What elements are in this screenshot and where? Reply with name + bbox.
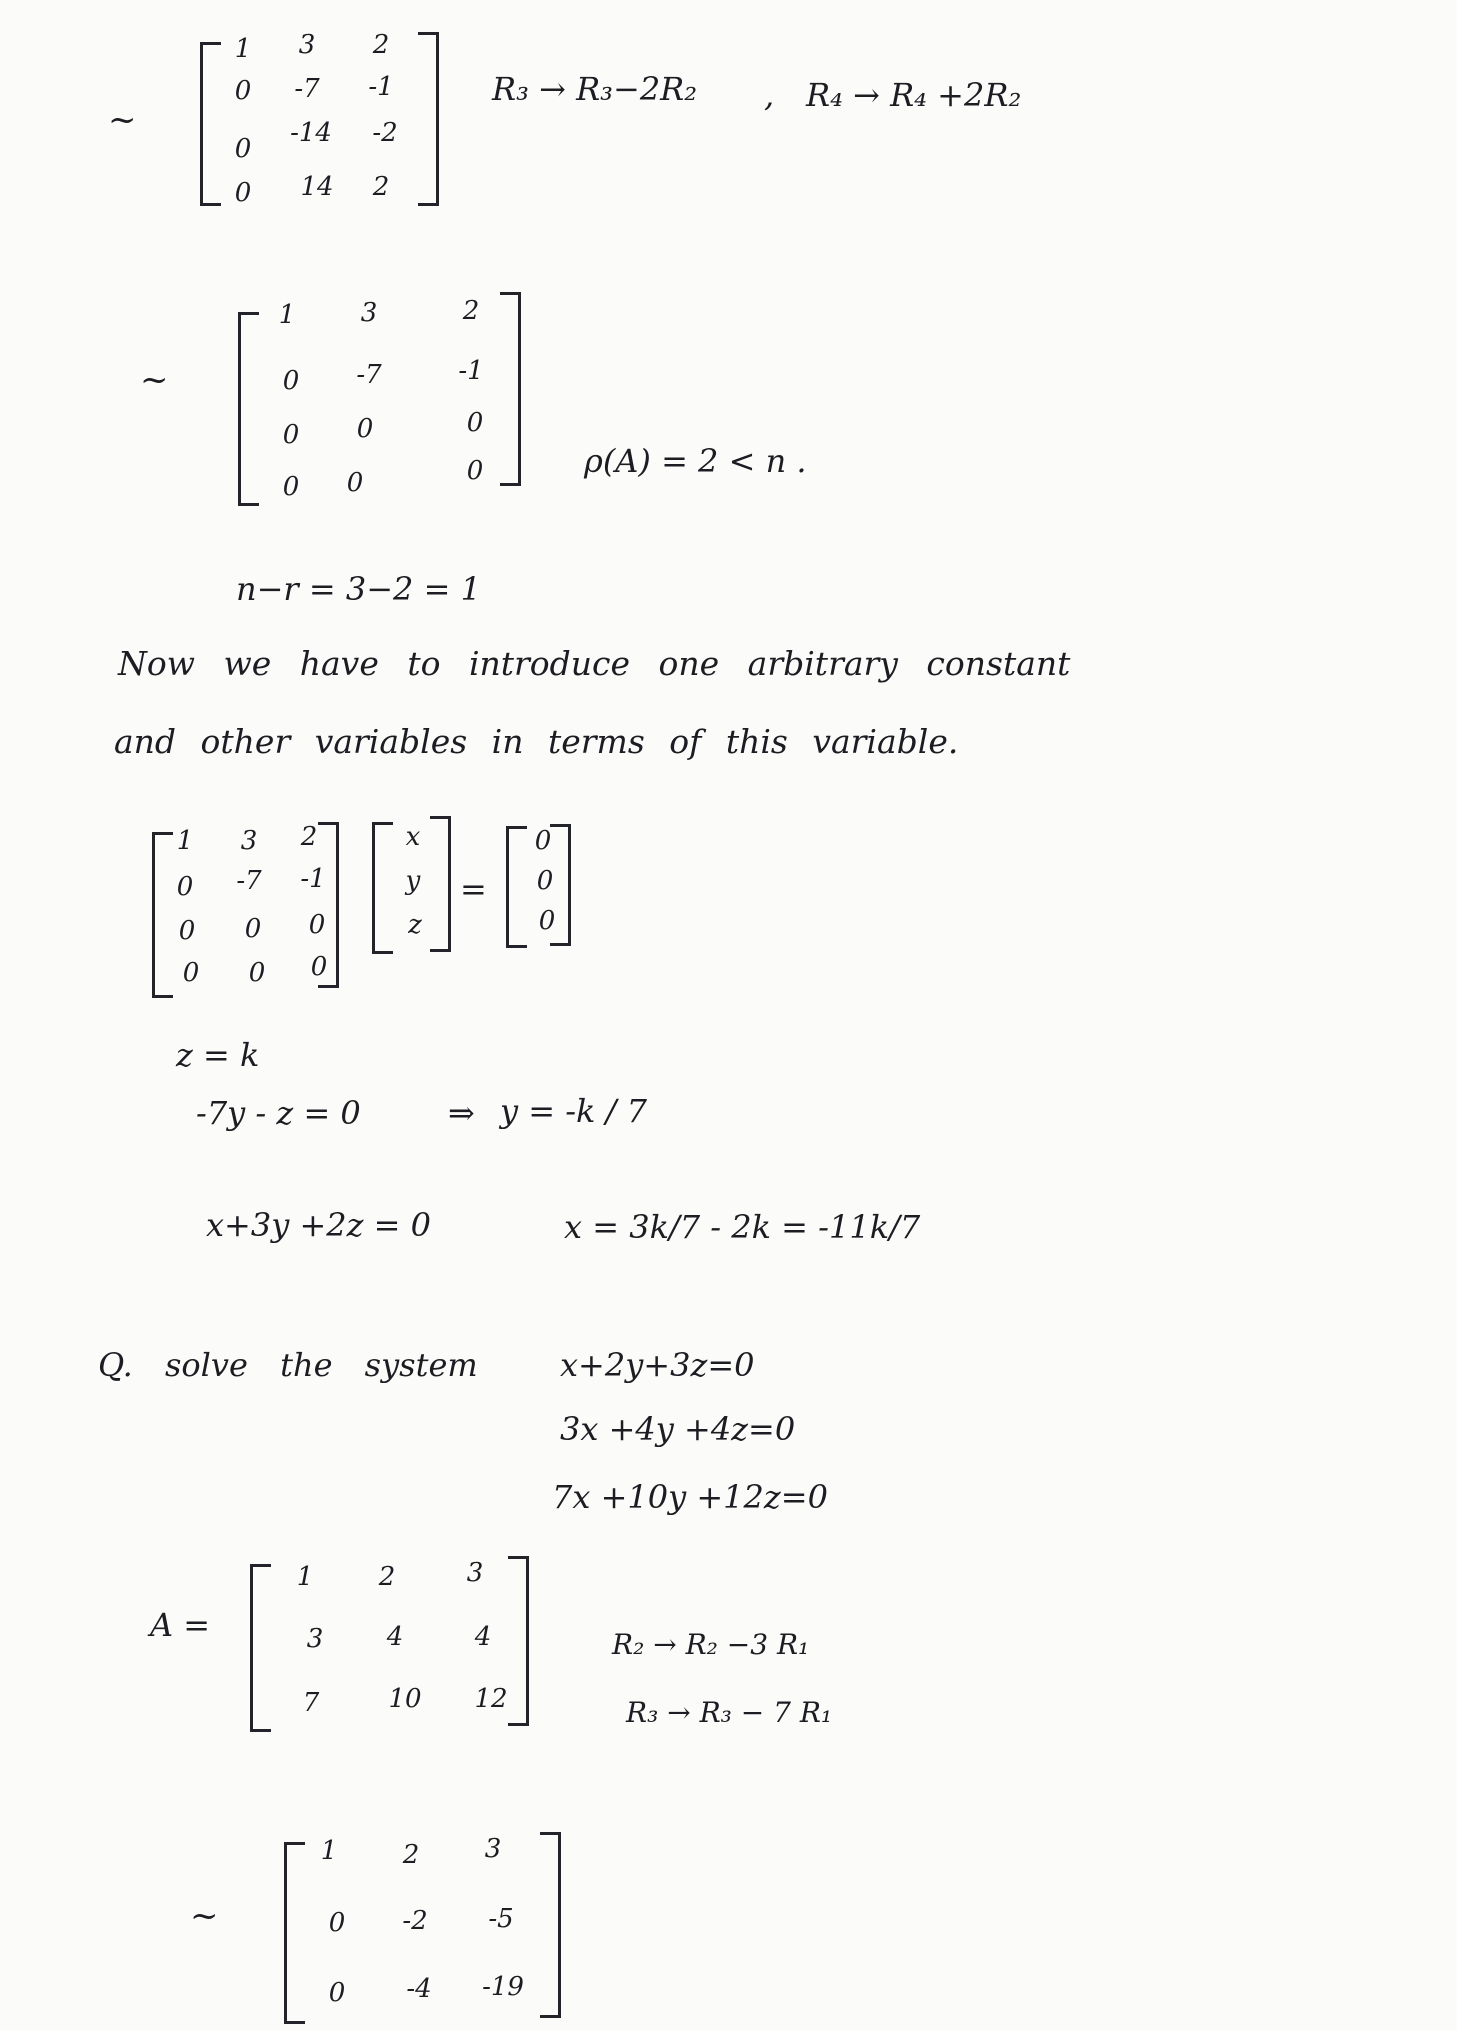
- tilde-symbol: ~: [108, 100, 137, 140]
- matrix-cell: 0: [178, 916, 196, 946]
- matrix-cell: 0: [234, 178, 252, 208]
- row-operation: R₃ → R₃ − 7 R₁: [626, 1696, 833, 1729]
- x-result: x = 3k/7 - 2k = -11k/7: [564, 1208, 921, 1246]
- matrix-cell: 10: [388, 1684, 422, 1714]
- matrix-cell: 0: [356, 414, 374, 444]
- matrix-cell: -1: [458, 356, 484, 386]
- matrix-cell: 0: [176, 872, 194, 902]
- matrix-a-label: A =: [150, 1606, 211, 1644]
- matrix-cell: -14: [290, 118, 332, 148]
- matrix-cell: -7: [356, 360, 382, 390]
- matrix-cell: 14: [300, 172, 334, 202]
- equals-sign: =: [460, 870, 487, 908]
- matrix-cell: 1: [320, 1836, 338, 1866]
- system-equation-1: x+2y+3z=0: [560, 1346, 755, 1384]
- system-equation-3: 7x +10y +12z=0: [552, 1478, 828, 1516]
- right-bracket: [418, 32, 439, 206]
- matrix-cell: 2: [372, 172, 390, 202]
- matrix-cell: 0: [346, 468, 364, 498]
- matrix-cell: 3: [306, 1624, 324, 1654]
- matrix-cell: 3: [484, 1834, 502, 1864]
- paragraph-line-1: Now we have to introduce one arbitrary constant: [118, 644, 1071, 683]
- matrix-cell: 0: [310, 952, 328, 982]
- matrix-cell: 0: [308, 910, 326, 940]
- matrix-cell: 3: [466, 1558, 484, 1588]
- matrix-cell: 0: [248, 958, 266, 988]
- matrix-cell: 7: [302, 1688, 320, 1718]
- question-label: Q. solve the system: [98, 1346, 478, 1384]
- matrix-cell: -2: [372, 118, 398, 148]
- n-minus-r-line: n−r = 3−2 = 1: [236, 570, 481, 608]
- vector-cell: z: [408, 910, 422, 940]
- matrix-cell: 0: [328, 1908, 346, 1938]
- vector-cell: x: [405, 822, 421, 852]
- matrix-cell: 2: [378, 1562, 396, 1592]
- paragraph-line-2: and other variables in terms of this variable.: [114, 722, 959, 761]
- matrix-cell: 0: [182, 958, 200, 988]
- matrix-cell: 0: [466, 456, 484, 486]
- matrix-cell: 0: [244, 914, 262, 944]
- z-assignment: z = k: [176, 1036, 260, 1074]
- matrix-cell: 1: [278, 300, 296, 330]
- matrix-cell: 2: [372, 30, 390, 60]
- matrix-cell: 12: [474, 1684, 508, 1714]
- matrix-cell: 3: [360, 298, 378, 328]
- matrix-cell: 2: [300, 822, 318, 852]
- matrix-cell: 3: [240, 826, 258, 856]
- matrix-cell: -4: [406, 1974, 432, 2004]
- vector-cell: 0: [536, 866, 554, 896]
- right-bracket: [540, 1832, 561, 2018]
- vector-cell: y: [405, 866, 421, 896]
- rank-statement: ρ(A) = 2 < n .: [584, 442, 807, 480]
- matrix-cell: 0: [234, 134, 252, 164]
- matrix-cell: 4: [474, 1622, 492, 1652]
- tilde-symbol: ~: [140, 360, 169, 400]
- matrix-cell: -7: [236, 866, 262, 896]
- row-operation: R₂ → R₂ −3 R₁: [612, 1628, 810, 1661]
- system-equation-2: 3x +4y +4z=0: [560, 1410, 796, 1448]
- matrix-cell: 1: [176, 826, 194, 856]
- matrix-cell: 0: [466, 408, 484, 438]
- y-equation: -7y - z = 0: [196, 1094, 361, 1132]
- y-result: y = -k / 7: [500, 1092, 647, 1130]
- matrix-cell: 0: [328, 1978, 346, 2008]
- left-bracket: [250, 1564, 271, 1732]
- matrix-cell: -7: [294, 74, 320, 104]
- vector-cell: 0: [534, 826, 552, 856]
- matrix-cell: 1: [296, 1562, 314, 1592]
- matrix-cell: 2: [402, 1840, 420, 1870]
- matrix-cell: 0: [282, 472, 300, 502]
- matrix-cell: -1: [368, 72, 394, 102]
- matrix-cell: -19: [482, 1972, 524, 2002]
- matrix-cell: 1: [234, 34, 252, 64]
- tilde-symbol: ~: [190, 1896, 219, 1936]
- matrix-cell: 3: [298, 30, 316, 60]
- matrix-cell: 0: [234, 76, 252, 106]
- matrix-cell: -2: [402, 1906, 428, 1936]
- vector-cell: 0: [538, 906, 556, 936]
- row-operation: R₃ → R₃−2R₂: [492, 70, 698, 108]
- implies-arrow: ⇒: [448, 1094, 475, 1132]
- matrix-cell: 4: [386, 1622, 404, 1652]
- matrix-cell: 2: [462, 296, 480, 326]
- row-operation: R₄ → R₄ +2R₂: [806, 76, 1022, 114]
- comma: ,: [764, 76, 775, 114]
- matrix-cell: 0: [282, 366, 300, 396]
- x-equation: x+3y +2z = 0: [206, 1206, 432, 1244]
- matrix-cell: -1: [300, 864, 326, 894]
- matrix-cell: 0: [282, 420, 300, 450]
- matrix-cell: -5: [488, 1904, 514, 1934]
